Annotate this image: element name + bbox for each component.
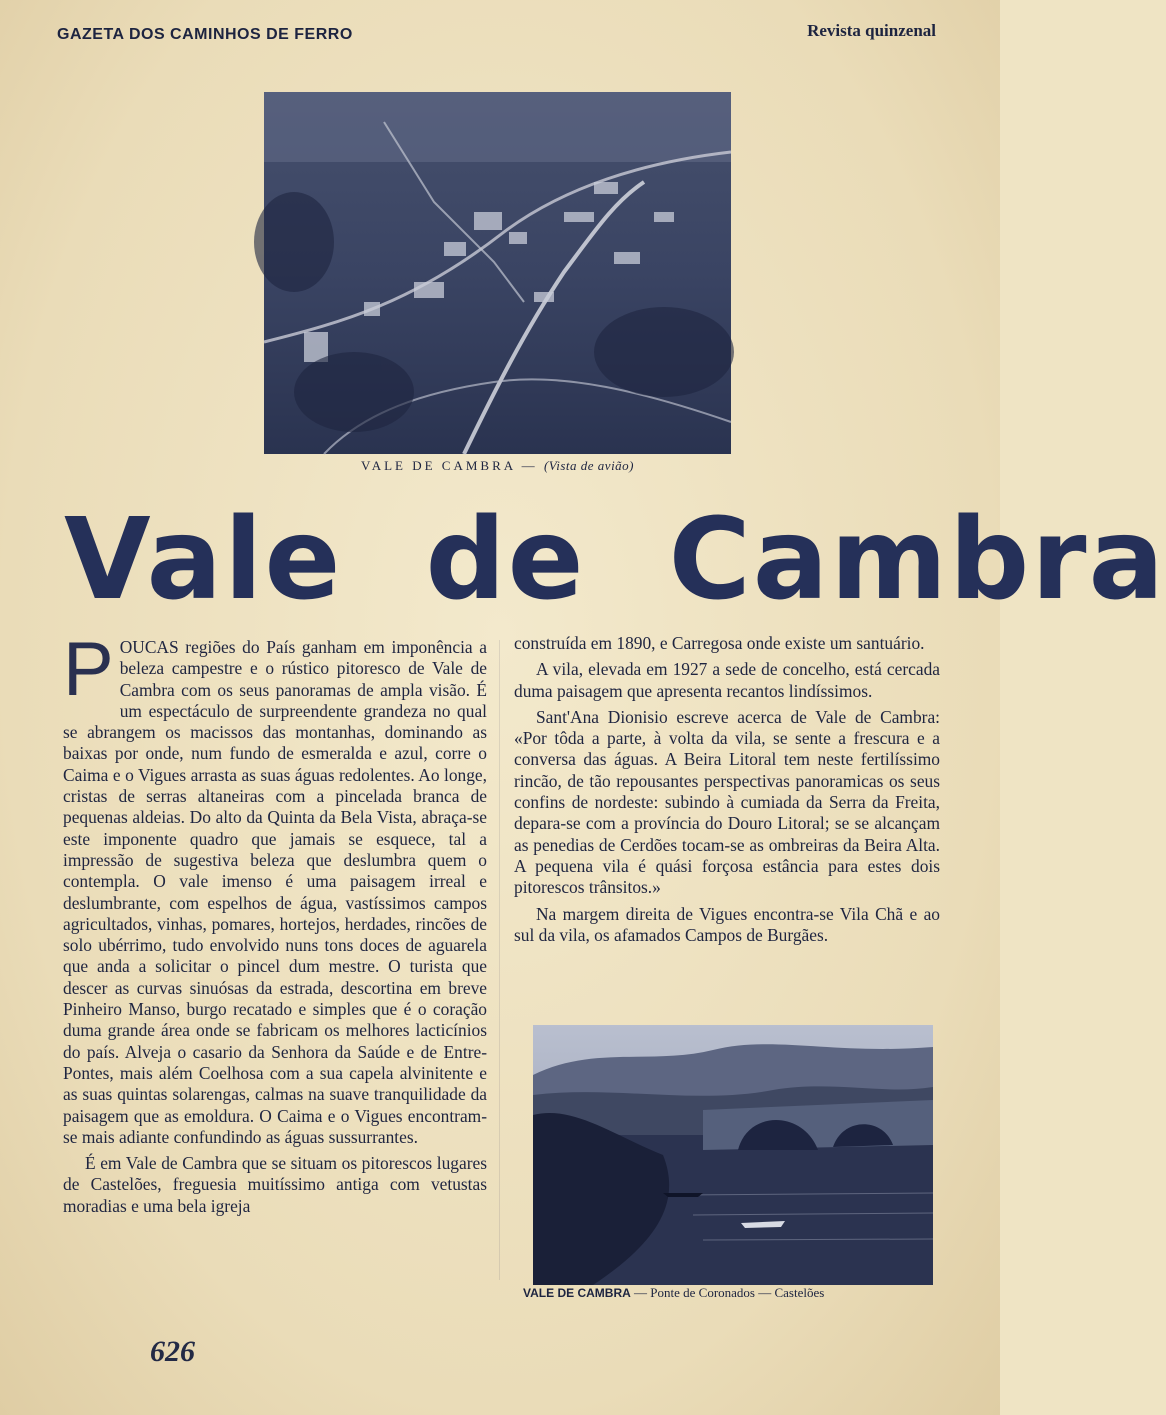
bridge-caption-main: VALE DE CAMBRA — [523, 1286, 631, 1300]
article-paragraph: construída em 1890, e Carregosa onde existe um santuário. — [514, 633, 925, 653]
bridge-photo — [533, 1025, 933, 1285]
bridge-photo-caption — [523, 1285, 939, 1301]
aerial-photo-caption — [264, 458, 731, 474]
page-number: 626 — [150, 1335, 195, 1368]
article-title: Vale de Cambra — [64, 495, 1166, 625]
article-left-column — [63, 627, 487, 1222]
article-paragraph — [63, 627, 487, 1148]
article-paragraph: Sant'Ana Dionisio escreve acerca de Vale de Cambra: «Por tôda a parte, à volta da vila, se sente a frescura e a conversa das águas. A Beira Litoral tem neste fertilíssimo rincão, de tão repousantes perspectivas panoramicas os seus confins de nordeste: subindo à cumiada da Serra da Freita, depara-se com a província do Douro Litoral; se se alcançam as penedias de Cerdões tocam-se as ombreiras da Beira Alta. A pequena vila é quási forçosa estância para estes dois pitorescos trânsitos.» — [514, 706, 940, 898]
magazine-periodicity: Revista quinzenal — [807, 21, 936, 40]
article-paragraph: Na margem direita de Vigues encontra-se Vila Chã e ao sul da vila, os afamados Campos de Burgães. — [514, 903, 940, 945]
article-paragraph: A vila, elevada em 1927 a sede de concelho, está cercada duma paisagem que apresenta recantos lindíssimos. — [514, 659, 940, 701]
aerial-town-photo — [264, 92, 731, 454]
drop-cap: P — [63, 627, 114, 712]
aerial-caption-main: VALE DE CAMBRA — — [360, 458, 544, 473]
article-right-column — [514, 633, 940, 951]
bridge-caption-rest: — Ponte de Coronados — Castelões — [630, 1285, 825, 1300]
column-divider — [499, 640, 500, 1280]
article-paragraph: É em Vale de Cambra que se situam os pitorescos lugares de Castelões, freguesia muitíssimo antiga com vetustas moradias e uma bela igreja — [63, 1153, 487, 1216]
aerial-caption-sub: (Vista de avião) — [543, 458, 635, 473]
paragraph-text: OUCAS regiões do País ganham em imponência a beleza campestre e o rústico pitoresco de Vale de Cambra com os seus panoramas de ampla visão. É um espectáculo de surpreendente grandeza no qual se abrangem os macissos das montanhas, dominando as baixas por onde, num fundo de esmeralda e azul, corre o Caima e o Vigues arrasta as suas águas redolentes. Ao longe, cristas de serras altaneiras com a pincelada branca de pequenas aldeias. Do alto da Quinta da Bela Vista, abraça-se este imponente quadro que jamais se esquece, tal a impressão de sugestiva beleza que deslumbra quem o contempla. O vale imenso é uma paisagem irreal e deslumbrante, com espelhos de água, vastíssimos campos agricultados, vinhas, pomares, hortejos, herdades, rincões de solo ubérrimo, tudo envolvido nuns tons doces de aguarela que anda a solicitar o pincel dum mestre. O turista que descer as curvas sinuósas da estrada, descortina em breve Pinheiro Manso, burgo recatado e simples que é o coração duma grande área onde se fabricam os melhores lacticínios do país. Alveja o casario da Senhora da Saúde e de Entre-Pontes, mais além Coelhosa com a sua capela alvinitente e as suas quintas solarengas, calmas na suave tranquilidade da paisagem que as emoldura. O Caima e o Vigues encontram-se mais adiante confundindo as águas sussurrantes. — [63, 637, 487, 1147]
magazine-title: GAZETA DOS CAMINHOS DE FERRO — [57, 26, 353, 43]
